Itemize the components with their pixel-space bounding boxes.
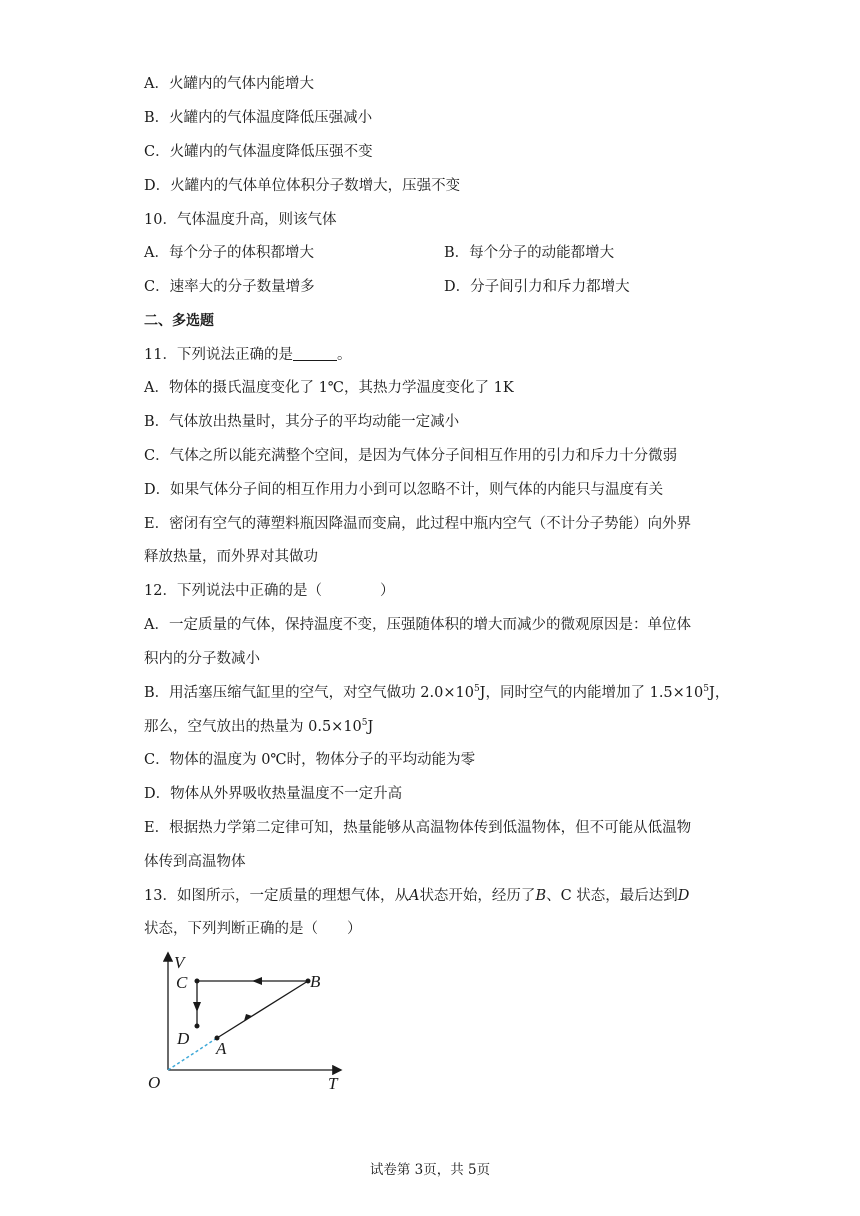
q12-option-b-line1 [144, 683, 729, 703]
q12-b-line2-exp: 5 [361, 718, 368, 729]
label-a: A [216, 1039, 227, 1058]
q9-option-a: A．火罐内的气体内能增大 [144, 76, 314, 92]
q13-stem-line2: 状态，下列判断正确的是（ ） [144, 921, 362, 937]
q11-option-e-line2: 释放热量，而外界对其做功 [144, 549, 318, 565]
q9-option-c: C．火罐内的气体温度降低压强不变 [144, 144, 373, 160]
q12-option-c: C．物体的温度为 0℃时，物体分子的平均动能为零 [144, 752, 476, 768]
q13-text1: 13．如图所示，一定质量的理想气体，从 [144, 888, 409, 904]
answer-blank [293, 346, 337, 361]
q12-b-text1: B．用活塞压缩气缸里的空气，对空气做功 2.0×10 [144, 685, 474, 701]
q13-stem-line1 [144, 886, 689, 906]
label-c: C [176, 973, 188, 992]
q12-stem: 12．下列说法中正确的是（ ） [144, 583, 395, 599]
label-o: O [148, 1073, 161, 1092]
q9-option-d: D．火罐内的气体单位体积分子数增大，压强不变 [144, 178, 461, 194]
vt-diagram [140, 946, 350, 1096]
q9-option-b: B．火罐内的气体温度降低压强减小 [144, 110, 373, 126]
q10-option-b: B．每个分子的动能都增大 [444, 245, 615, 261]
q10-option-a: A．每个分子的体积都增大 [144, 245, 314, 261]
q13-state-d: D [677, 888, 690, 904]
label-b: B [310, 972, 321, 991]
q12-option-a-line2: 积内的分子数减小 [144, 651, 260, 667]
dashed-line-oa [168, 1038, 217, 1070]
q13-text3: 、C 状态，最后达到 [546, 888, 678, 904]
q13-state-a: A [408, 888, 420, 904]
q10-option-c: C．速率大的分子数量增多 [144, 279, 315, 295]
q11-stem-end: 。 [336, 347, 352, 363]
q12-b-text3: J， [709, 685, 730, 701]
q11-option-b: B．气体放出热量时，其分子的平均动能一定减小 [144, 414, 460, 430]
q12-b-exp1: 5 [473, 684, 480, 695]
label-v: V [174, 953, 185, 972]
q12-b-line2-text1: 那么，空气放出的热量为 0.5×10 [144, 719, 362, 735]
q12-option-d: D．物体从外界吸收热量温度不一定升高 [144, 786, 403, 802]
section-title-multiple-choice: 二、多选题 [144, 313, 214, 329]
q11-stem [144, 345, 351, 365]
q12-b-line2-text2: J [367, 719, 374, 735]
q12-option-a-line1: A．一定质量的气体，保持温度不变，压强随体积的增大而减少的微观原因是：单位体 [144, 617, 691, 633]
arrow-bc-icon [252, 977, 262, 985]
q12-option-b-line2 [144, 717, 373, 737]
q11-stem-text: 11．下列说法正确的是 [144, 347, 293, 363]
q10-stem: 10．气体温度升高，则该气体 [144, 212, 337, 228]
q13-state-b: B [535, 888, 547, 904]
label-t: T [328, 1074, 338, 1093]
q11-option-c: C．气体之所以能充满整个空间，是因为气体分子间相互作用的引力和斥力十分微弱 [144, 448, 678, 464]
point-d [195, 1024, 200, 1029]
q13-text2: 状态开始，经历了 [419, 888, 536, 904]
page-footer: 试卷第 3页，共 5页 [369, 1162, 491, 1178]
line-ab [217, 981, 308, 1038]
q10-option-d: D．分子间引力和斥力都增大 [444, 279, 630, 295]
q12-option-e-line1: E．根据热力学第二定律可知，热量能够从高温物体传到低温物体，但不可能从低温物 [144, 820, 692, 836]
q11-option-d: D．如果气体分子间的相互作用力小到可以忽略不计，则气体的内能只与温度有关 [144, 482, 664, 498]
label-d: D [177, 1029, 190, 1048]
q12-option-e-line2: 体传到高温物体 [144, 854, 246, 870]
q11-option-e-line1: E．密闭有空气的薄塑料瓶因降温而变扁，此过程中瓶内空气（不计分子势能）向外界 [144, 516, 692, 532]
point-c [195, 979, 200, 984]
q12-b-text2: J，同时空气的内能增加了 1.5×10 [479, 685, 704, 701]
q11-option-a: A．物体的摄氏温度变化了 1℃，其热力学温度变化了 1K [144, 380, 514, 396]
arrow-cd-icon [193, 1002, 201, 1012]
q12-b-exp2: 5 [703, 684, 709, 695]
